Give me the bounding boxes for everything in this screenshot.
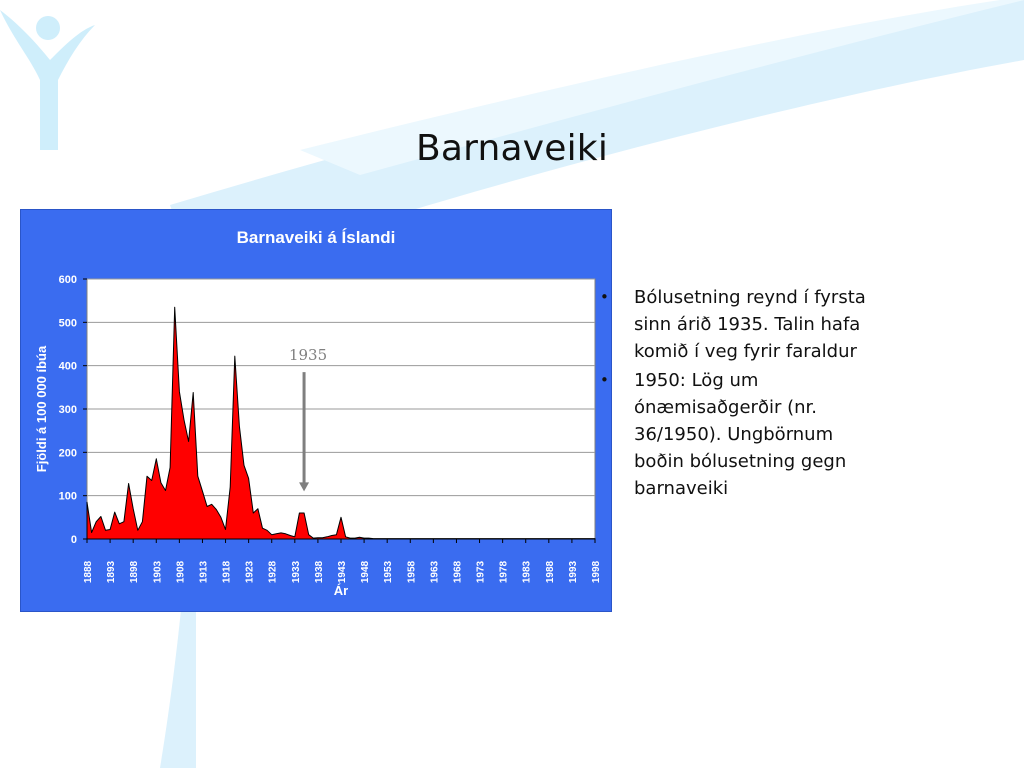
y-tick-label: 100	[58, 490, 77, 503]
x-tick-label: 1933	[290, 560, 302, 584]
bullet-list	[598, 284, 888, 504]
x-tick-label: 1928	[267, 560, 279, 584]
chart	[21, 210, 611, 611]
x-tick-label: 1953	[383, 560, 395, 584]
x-tick-label: 1993	[567, 560, 579, 584]
bullet-item	[598, 367, 888, 502]
y-axis-title: Fjöldi á 100 000 íbúa	[34, 345, 49, 473]
y-tick-label: 300	[58, 404, 77, 416]
y-tick-label: 0	[70, 534, 77, 546]
y-tick-label: 200	[58, 447, 77, 460]
x-tick-label: 1973	[475, 560, 487, 584]
chart-title: Barnaveiki á Íslandi	[236, 228, 396, 247]
x-axis-title: Ár	[333, 583, 349, 598]
x-tick-label: 1983	[521, 560, 533, 584]
x-tick-label: 1898	[129, 560, 141, 584]
x-tick-label: 1948	[360, 560, 372, 584]
x-tick-label: 1913	[198, 560, 210, 584]
bullet-icon: •	[600, 288, 609, 306]
x-tick-label: 1988	[544, 560, 556, 584]
bullet-text: Bólusetning reynd í fyrsta sinn árið 1935. Talin hafa komið í veg fyrir faraldur	[634, 287, 866, 362]
bullet-text: 1950: Lög um ónæmisaðgerðir (nr. 36/1950). Ungbörnum boðin bólusetning gegn barnaveiki	[634, 370, 847, 499]
x-tick-label: 1893	[106, 560, 118, 584]
x-tick-label: 1998	[591, 560, 602, 584]
logo-head	[36, 16, 60, 40]
y-tick-label: 600	[58, 274, 77, 286]
x-tick-label: 1978	[498, 560, 510, 584]
x-tick-label: 1968	[452, 560, 464, 584]
x-tick-label: 1888	[83, 560, 94, 584]
y-tick-label: 500	[58, 317, 77, 330]
slide-title: Barnaveiki	[415, 128, 609, 169]
annotation-label: 1935	[288, 346, 328, 365]
x-tick-label: 1923	[244, 560, 256, 584]
x-tick-label: 1938	[313, 560, 325, 584]
bullet-icon: •	[600, 371, 609, 389]
x-tick-label: 1908	[175, 560, 187, 584]
background-bar	[160, 600, 196, 768]
x-tick-label: 1943	[337, 560, 348, 584]
x-tick-label: 1963	[429, 560, 441, 584]
chart-panel	[20, 209, 612, 612]
x-tick-label: 1958	[406, 560, 418, 584]
x-tick-label: 1918	[221, 560, 233, 584]
x-tick-label: 1903	[152, 560, 164, 584]
y-tick-label: 400	[58, 360, 77, 373]
bullet-item	[598, 284, 888, 365]
